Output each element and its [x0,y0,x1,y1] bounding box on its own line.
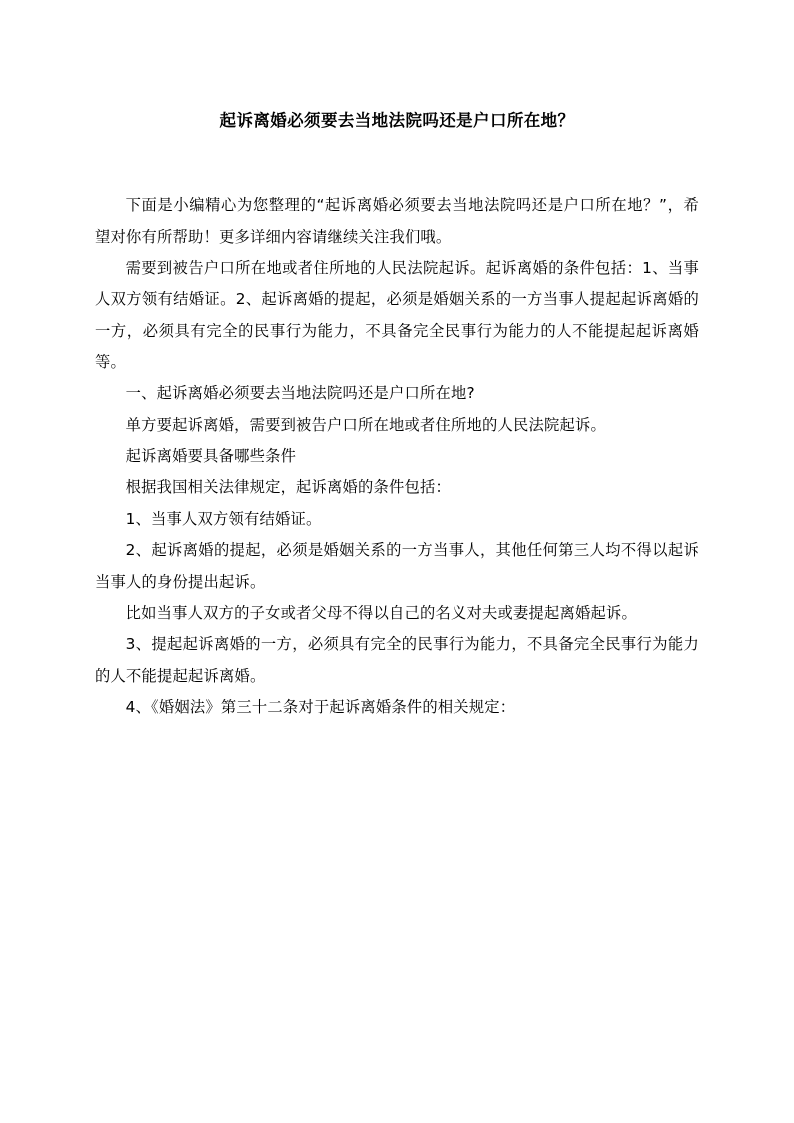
page-title: 起诉离婚必须要去当地法院吗还是户口所在地？ [219,111,575,130]
paragraph-condition-2-example: 比如当事人双方的子女或者父母不得以自己的名义对夫或妻提起离婚起诉。 [125,603,637,622]
paragraph-condition-4: 4、《婚姻法》第三十二条对于起诉离婚条件的相关规定： [125,697,516,716]
document-body [95,190,699,723]
paragraph-conditions-heading: 起诉离婚要具备哪些条件 [125,447,297,466]
paragraph-summary: 需要到被告户口所在地或者住所地的人民法院起诉。起诉离婚的条件包括：1、当事人双方领有结婚证。2、起诉离婚的提起，必须是婚姻关系的一方当事人提起起诉离婚的一方，必须具有完全的民事行为能力，不具备完全民事行为能力的人不能提起起诉离婚等。 [95,259,699,372]
paragraph-intro: 下面是小编精心为您整理的“起诉离婚必须要去当地法院吗还是户口所在地？”，希望对你有所帮助！更多详细内容请继续关注我们哦。 [95,196,699,246]
paragraph-conditions-intro: 根据我国相关法律规定，起诉离婚的条件包括： [125,478,452,497]
paragraph-section-one: 一、起诉离婚必须要去当地法院吗还是户口所在地? [125,384,475,403]
paragraph-condition-3: 3、提起起诉离婚的一方，必须具有完全的民事行为能力，不具备完全民事行为能力的人不能提起起诉离婚。 [95,635,699,685]
paragraph-condition-2: 2、起诉离婚的提起，必须是婚姻关系的一方当事人，其他任何第三人均不得以起诉当事人的身份提出起诉。 [95,541,699,591]
paragraph-section-one-body: 单方要起诉离婚，需要到被告户口所在地或者住所地的人民法院起诉。 [125,415,606,434]
paragraph-condition-1: 1、当事人双方领有结婚证。 [125,509,322,528]
